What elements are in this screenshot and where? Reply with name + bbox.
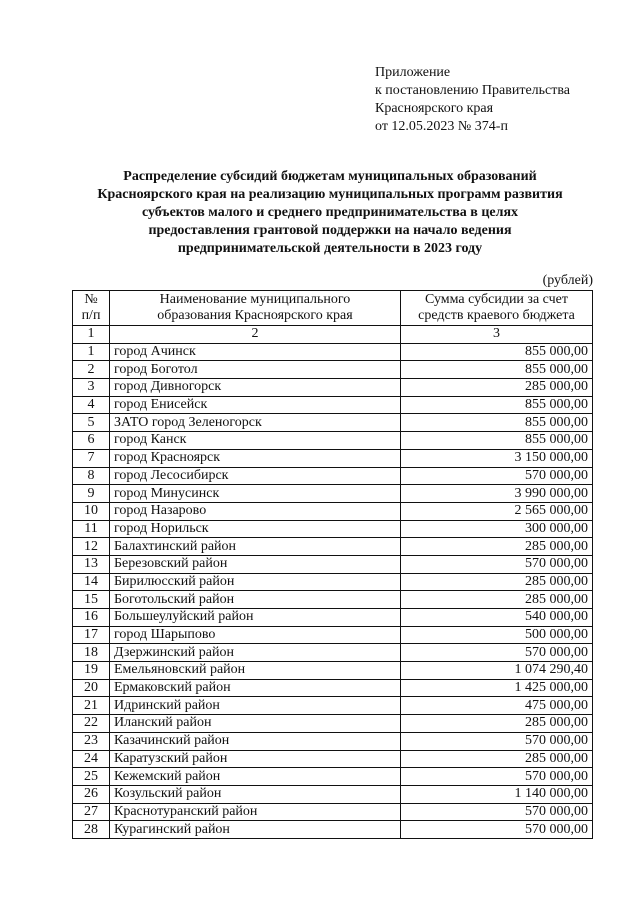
- row-municipality: Краснотуранский район: [110, 803, 401, 821]
- appendix-line: Красноярского края: [375, 101, 494, 116]
- header-line: средств краевого бюджета: [418, 308, 575, 323]
- table-row: [73, 485, 593, 503]
- row-municipality: Иланский район: [110, 715, 401, 733]
- table-row: [73, 520, 593, 538]
- row-amount: 570 000,00: [401, 467, 593, 485]
- table-row: [73, 679, 593, 697]
- row-number: 17: [73, 626, 110, 644]
- table-row: [73, 343, 593, 361]
- table-row: [73, 785, 593, 803]
- row-municipality: город Красноярск: [110, 449, 401, 467]
- row-municipality: город Боготол: [110, 361, 401, 379]
- table-row: [73, 361, 593, 379]
- table-row: [73, 573, 593, 591]
- row-amount: 3 150 000,00: [401, 449, 593, 467]
- table-row: [73, 414, 593, 432]
- row-municipality: Дзержинский район: [110, 644, 401, 662]
- row-municipality: Бирилюсский район: [110, 573, 401, 591]
- row-number: 10: [73, 502, 110, 520]
- table-row: [73, 449, 593, 467]
- table-row: [73, 644, 593, 662]
- row-number: 22: [73, 715, 110, 733]
- row-municipality: Казачинский район: [110, 732, 401, 750]
- row-number: 13: [73, 555, 110, 573]
- row-municipality: Ермаковский район: [110, 679, 401, 697]
- row-number: 18: [73, 644, 110, 662]
- row-number: 9: [73, 485, 110, 503]
- table-row: [73, 538, 593, 556]
- header-number: [73, 291, 110, 326]
- table-row: [73, 502, 593, 520]
- appendix-line: к постановлению Правительства: [375, 83, 571, 98]
- row-number: 26: [73, 785, 110, 803]
- row-amount: 285 000,00: [401, 750, 593, 768]
- column-index-row: [73, 326, 593, 344]
- table-row: [73, 591, 593, 609]
- table-row: [73, 697, 593, 715]
- title-line: Распределение субсидий бюджетам муниципальных образований: [123, 169, 537, 184]
- row-amount: 855 000,00: [401, 432, 593, 450]
- row-number: 16: [73, 609, 110, 627]
- table-row: [73, 768, 593, 786]
- table-row: [73, 821, 593, 839]
- header-line: №: [84, 292, 98, 307]
- table-row: [73, 432, 593, 450]
- table-row: [73, 626, 593, 644]
- row-number: 1: [73, 343, 110, 361]
- row-municipality: город Назарово: [110, 502, 401, 520]
- row-municipality: Боготольский район: [110, 591, 401, 609]
- appendix-note: [375, 64, 570, 136]
- row-amount: 855 000,00: [401, 414, 593, 432]
- row-municipality: Кежемский район: [110, 768, 401, 786]
- row-number: 4: [73, 396, 110, 414]
- table-row: [73, 732, 593, 750]
- row-municipality: Березовский район: [110, 555, 401, 573]
- table-row: [73, 609, 593, 627]
- row-amount: 3 990 000,00: [401, 485, 593, 503]
- row-number: 19: [73, 662, 110, 680]
- title-line: Красноярского края на реализацию муниципальных программ развития: [97, 187, 563, 202]
- row-number: 25: [73, 768, 110, 786]
- row-number: 15: [73, 591, 110, 609]
- row-number: 23: [73, 732, 110, 750]
- table-row: [73, 715, 593, 733]
- row-number: 6: [73, 432, 110, 450]
- subsidy-table: [72, 290, 593, 839]
- appendix-line: от 12.05.2023 № 374-п: [375, 119, 508, 134]
- row-number: 2: [73, 361, 110, 379]
- row-municipality: Курагинский район: [110, 821, 401, 839]
- row-amount: 300 000,00: [401, 520, 593, 538]
- row-number: 7: [73, 449, 110, 467]
- row-municipality: город Шарыпово: [110, 626, 401, 644]
- row-amount: 855 000,00: [401, 361, 593, 379]
- row-municipality: Идринский район: [110, 697, 401, 715]
- table-body: [73, 326, 593, 839]
- row-amount: 285 000,00: [401, 379, 593, 397]
- row-municipality: город Норильск: [110, 520, 401, 538]
- row-municipality: город Енисейск: [110, 396, 401, 414]
- table-row: [73, 379, 593, 397]
- row-municipality: город Дивногорск: [110, 379, 401, 397]
- row-municipality: Козульский район: [110, 785, 401, 803]
- appendix-line: Приложение: [375, 65, 451, 80]
- row-municipality: город Канск: [110, 432, 401, 450]
- row-amount: 855 000,00: [401, 396, 593, 414]
- row-number: 12: [73, 538, 110, 556]
- row-number: 11: [73, 520, 110, 538]
- header-municipality: [110, 291, 401, 326]
- row-amount: 500 000,00: [401, 626, 593, 644]
- table-header-row: [73, 291, 593, 326]
- row-amount: 2 565 000,00: [401, 502, 593, 520]
- row-amount: 285 000,00: [401, 715, 593, 733]
- row-number: 27: [73, 803, 110, 821]
- header-amount: [401, 291, 593, 326]
- header-line: п/п: [81, 308, 101, 323]
- document-title: [40, 168, 620, 258]
- row-amount: 570 000,00: [401, 644, 593, 662]
- header-line: Сумма субсидии за счет: [425, 292, 568, 307]
- row-number: 8: [73, 467, 110, 485]
- row-amount: 570 000,00: [401, 821, 593, 839]
- row-amount: 1 074 290,40: [401, 662, 593, 680]
- row-amount: 1 425 000,00: [401, 679, 593, 697]
- row-number: 14: [73, 573, 110, 591]
- header-line: Наименование муниципального: [159, 292, 351, 307]
- row-amount: 285 000,00: [401, 573, 593, 591]
- table-row: [73, 803, 593, 821]
- row-municipality: Балахтинский район: [110, 538, 401, 556]
- row-municipality: город Ачинск: [110, 343, 401, 361]
- row-amount: 570 000,00: [401, 768, 593, 786]
- row-amount: 540 000,00: [401, 609, 593, 627]
- row-amount: 285 000,00: [401, 591, 593, 609]
- table-row: [73, 467, 593, 485]
- table-row: [73, 396, 593, 414]
- table-row: [73, 750, 593, 768]
- row-municipality: Емельяновский район: [110, 662, 401, 680]
- title-line: предпринимательской деятельности в 2023 году: [177, 241, 483, 256]
- row-municipality: ЗАТО город Зеленогорск: [110, 414, 401, 432]
- row-number: 3: [73, 379, 110, 397]
- row-amount: 475 000,00: [401, 697, 593, 715]
- row-amount: 1 140 000,00: [401, 785, 593, 803]
- table-row: [73, 555, 593, 573]
- header-line: образования Красноярского края: [157, 308, 353, 323]
- row-municipality: город Минусинск: [110, 485, 401, 503]
- row-municipality: Большеулуйский район: [110, 609, 401, 627]
- row-municipality: город Лесосибирск: [110, 467, 401, 485]
- row-amount: 570 000,00: [401, 555, 593, 573]
- row-number: 24: [73, 750, 110, 768]
- table-row: [73, 662, 593, 680]
- row-number: 21: [73, 697, 110, 715]
- row-number: 5: [73, 414, 110, 432]
- row-amount: 855 000,00: [401, 343, 593, 361]
- row-number: 20: [73, 679, 110, 697]
- row-municipality: Каратузский район: [110, 750, 401, 768]
- title-line: предоставления грантовой поддержки на начало ведения: [148, 223, 512, 238]
- row-amount: 285 000,00: [401, 538, 593, 556]
- title-line: субъектов малого и среднего предпринимательства в целях: [141, 205, 519, 220]
- row-amount: 570 000,00: [401, 803, 593, 821]
- row-number: 28: [73, 821, 110, 839]
- row-amount: 570 000,00: [401, 732, 593, 750]
- column-index: 2: [110, 326, 401, 344]
- column-index: 3: [401, 326, 593, 344]
- unit-label: (рублей): [542, 273, 593, 288]
- column-index: 1: [73, 326, 110, 344]
